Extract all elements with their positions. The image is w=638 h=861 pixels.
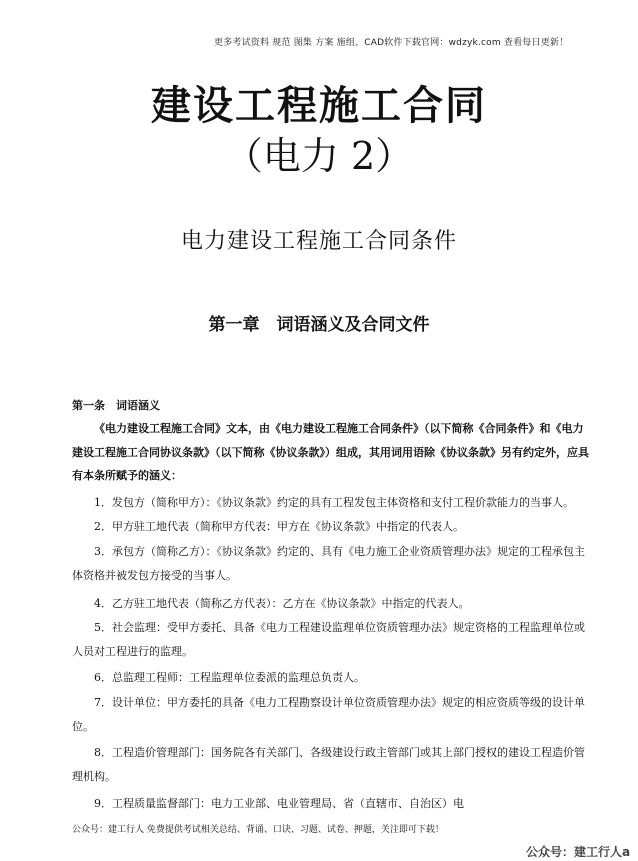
item-2: 2．甲方驻工地代表（简称甲方代表：甲方在《协议条款》中指定的代表人。 <box>94 520 464 533</box>
document-title: 建设工程施工合同 <box>151 82 487 129</box>
item-1: 1．发包方（简称甲方）：《协议条款》约定的具有工程发包主体资格和支付工程价款能力的当事人。 <box>94 496 574 509</box>
document-title-sub: （电力 2） <box>224 134 414 178</box>
item-9: 9．工程质量监督部门：电力工业部、电业管理局、省（直辖市、自治区）电 <box>94 797 464 810</box>
page-footer-note: 公众号：建工行人 免费提供考试相关总结、背诵、口诀、习题、试卷、押题，关注即可下载！ <box>72 825 444 835</box>
item-6: 6．总监理工程师：工程监理单位委派的监理总负责人。 <box>94 671 365 684</box>
intro-paragraph: 《电力建设工程施工合同》文本，由《电力建设工程施工合同条件》（以下简称《合同条件》和《电力建设工程施工合同协议条款》（以下简称《协议条款》）组成，其用词用语除《协议条款》另有约定外，应具有本条所赋予的涵义： <box>72 422 589 482</box>
item-7: 7．设计单位：甲方委托的具备《电力工程勘察设计单位资质管理办法》规定的相应资质等级的设计单位。 <box>72 696 585 733</box>
item-8: 8．工程造价管理部门：国务院各有关部门、各级建设行政主管部门或其上部门授权的建设工程造价管理机构。 <box>72 746 585 783</box>
item-3: 3．承包方（简称乙方）：《协议条款》约定的、具有《电力施工企业资质管理办法》规定的工程承包主体资格并被发包方接受的当事人。 <box>72 545 585 582</box>
item-4: 4．乙方驻工地代表（简称乙方代表）：乙方在《协议条款》中指定的代表人。 <box>94 597 470 610</box>
item-5: 5．社会监理：受甲方委托、具备《电力工程建设监理单位资质管理办法》规定资格的工程监理单位或人员对工程进行的监理。 <box>72 621 585 658</box>
chapter-heading: 第一章 词语涵义及合同文件 <box>208 315 430 335</box>
document-subtitle: 电力建设工程施工合同条件 <box>180 229 457 254</box>
watermark: 公众号：建工行人a <box>526 845 631 859</box>
page-header-note: 更多考试资料 规范 图集 方案 施组、CAD软件下载官网：wdzyk.com 查看每日更新！ <box>214 38 569 48</box>
article-heading: 第一条 词语涵义 <box>72 399 160 412</box>
